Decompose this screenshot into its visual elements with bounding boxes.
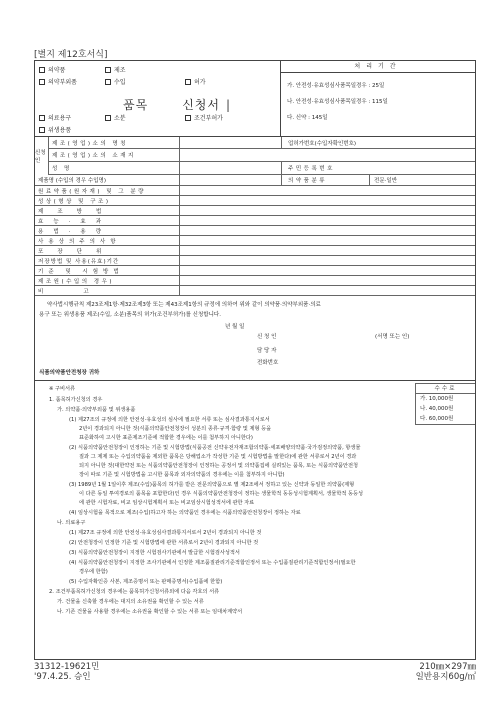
product-row: [35, 286, 475, 296]
field-label: 제조(영업)소의 소재지: [52, 153, 136, 159]
field-label: 주민등록번호: [288, 166, 335, 172]
processing-period-item: 나. 안전성·유효성심사품목일경우 : 115일: [287, 99, 388, 105]
field-label: 제조(영업)소의 명칭: [52, 140, 129, 147]
product-row: [35, 256, 475, 266]
field-label: 용법·용량: [38, 228, 112, 235]
field-label: 성 명: [52, 166, 72, 172]
processing-period-item: 다. 신약 : 145일: [287, 115, 328, 121]
checkbox-medical-device[interactable]: 의료용구: [39, 113, 71, 122]
fee-box: [415, 383, 475, 425]
checkbox-subdivision[interactable]: 소분: [105, 113, 126, 122]
checkbox-manufacture[interactable]: 제조: [105, 65, 126, 74]
checkbox-hygiene-product[interactable]: 위생용품: [39, 125, 71, 134]
field-label: 효능·효과: [38, 218, 112, 225]
checkbox-quasi-drug[interactable]: 의약부외품: [39, 77, 77, 86]
field-value: 전문·일반: [374, 178, 398, 184]
fee-item: 가. 10,000원: [420, 396, 454, 402]
processing-period-title: 처리기간: [281, 61, 475, 73]
field-label: 의약품분류: [288, 178, 328, 184]
doc-line: 경우에 한함): [79, 569, 108, 575]
field-label: 저장방법 및 사용(유효)기간: [38, 258, 120, 265]
product-row: [35, 216, 475, 226]
doc-line: (2) 안전청장이 인정한 기준 및 시험방법에 관한 서류로서 2년이 경과되지 아니한 것: [69, 540, 259, 546]
product-row: [35, 186, 475, 196]
doc-line: (4) 임상시험을 목적으로 제조(수입)하고자 하는 의약품인 경우에는 식품의약품안전청장이 정하는 자료: [69, 510, 301, 516]
checkbox-medicine[interactable]: 의약품: [39, 65, 65, 74]
doc-line: 가. 건물을 신축할 경우에는 대지의 소유권을 확인할 수 있는 서류: [57, 599, 204, 605]
product-row: [35, 226, 475, 236]
form-header: [35, 61, 475, 137]
processing-period-item: 가. 안전성·유효성심사품목일경우 : 25일: [287, 83, 385, 89]
checkbox-permit[interactable]: 허가: [185, 77, 206, 86]
form-label: [별지 제12호서식]: [34, 50, 108, 60]
fee-title: 수수료: [416, 384, 475, 394]
applicant-row: [49, 137, 475, 149]
field-label: 비고: [38, 288, 129, 295]
approval-date: '97.4.25. 승인: [34, 672, 91, 682]
doc-line: 이 다른 동일 투여경로의 품목을 포함한다)인 경우 식품의약품안전청장이 정하는 생물학적 동등성시험계획서, 생물학적 동등성: [79, 491, 364, 497]
doc-line: 표준화하여 고시한 표준제조기준에 적합한 경우에는 이를 첨부하지 아니한다): [79, 435, 253, 441]
field-label: 사용상의주의사항: [38, 238, 121, 245]
recipient: 식품의약품안전청장 귀하: [39, 370, 100, 376]
product-row: [35, 196, 475, 206]
field-label: 제조방법: [38, 208, 116, 215]
form-title: 품목 신청서 |: [123, 98, 232, 112]
application-form: [34, 60, 476, 660]
paper-type: 일반용지60g/㎡: [415, 672, 476, 682]
statement-line: 용구 또는 위생용품 제조(수입, 소분)품목의 허가(조건부허가)를 신청합니다.: [39, 312, 221, 318]
checkbox-import[interactable]: 수입: [105, 77, 126, 86]
processing-period: [281, 61, 475, 137]
product-row: [35, 236, 475, 246]
checkbox-conditional-permit[interactable]: 조건부허가: [185, 113, 223, 122]
paper-spec: [380, 662, 476, 682]
doc-line: 장이 따로 기준 및 시험방법을 고시한 품목과 외자의약품의 경우에는 이를 첨부하지 아니함): [79, 472, 285, 478]
product-row: [35, 276, 475, 286]
form-code: [34, 662, 99, 682]
manager-label: 담 당 자: [257, 348, 277, 354]
doc-line: 2년이 경과되지 아니한 것(식품의약품안전청장이 성분의 종류·규격·함량 및 제형 등을: [79, 426, 272, 432]
doc-line: 1. 품목허가신청의 경우: [49, 397, 103, 403]
applicant-row: [49, 162, 475, 175]
field-label: 제품명 (수입의 경우 수입명): [38, 178, 106, 184]
applicant-label: 신청인: [35, 137, 49, 175]
form-number: 31312-19621민: [34, 662, 100, 672]
paper-size: 210㎜×297㎜: [419, 662, 476, 672]
field-label: 업허가번호(수입자확인번호): [288, 140, 357, 147]
doc-line: 에 관한 시험자료, 비교 임상시험계획서 또는 비교임상시험성적서에 관한 자료: [79, 500, 255, 506]
doc-line: (2) 식품의약품안전청장이 인정하는 기준 및 시험방법(식품공전 신약유전자재조합의약품·세포배양의약품·국가검정의약품, 항생물: [69, 445, 361, 451]
applicant-name-label: 신 청 인: [257, 334, 277, 340]
doc-line: (3) 1989년 1월 1일이후 제조(수입)품목의 허가를 받은 전문의약품으로 별 제2조에서 정하고 있는 신약과 동일한 의약품(제형: [69, 482, 355, 488]
product-row: [35, 266, 475, 276]
product-name-row: [35, 175, 475, 186]
field-label: 원료약품(원자재) 및 그 분량: [38, 188, 146, 195]
fee-item: 나. 40,000원: [420, 406, 454, 412]
doc-line: 나. 의료용구: [57, 520, 86, 526]
doc-line: 2. 조건부품목허가신청의 경우에는 품목허가신청서류외에 다음 각호의 서류: [49, 589, 220, 595]
doc-line: 나. 기존 건물을 사용할 경우에는 소유권을 확인할 수 있는 서류 또는 임대차계약서: [57, 609, 243, 615]
doc-line: 질과 그 제제 또는 수입의약품을 제외한 품목은 당해업소가 작성한 기준 및 시험방법을 말한다)에 관한 서류로서 2년이 경과: [79, 454, 357, 460]
field-label: 제조원(수입의 경우): [38, 278, 115, 285]
applicant-row: [49, 149, 475, 162]
field-label: 성상(형상 및 구조): [38, 198, 111, 205]
field-label: 포장단위: [38, 248, 116, 255]
application-date: 년 월 일: [225, 324, 245, 330]
field-label: 기준 및 시험방법: [38, 268, 124, 275]
signature-label: (서명 또는 인): [375, 334, 410, 340]
phone-label: 전화번호: [257, 360, 279, 366]
doc-line: (3) 식품의약품안전청장이 지정한 시험검사기관에서 발급한 시험검사성적서: [69, 550, 240, 556]
fee-item: 다. 60,000원: [420, 416, 454, 422]
documents-heading: ※ 구비서류: [49, 386, 76, 392]
doc-line: (5) 수입자확인증 사본, 제조증명서 또는 판매증명서(수입품에 한함): [69, 579, 223, 585]
doc-line: (1) 제27조 규정에 의한 안전성·유효성심사결과통지서로서 2년이 경과되지 아니한 것: [69, 530, 262, 536]
product-row: [35, 246, 475, 256]
doc-line: (4) 식품의약품안전청장이 지정한 조사기관에서 인정한 제조품질관리기준적합인정서 또는 수입품질관리기준적합인정서(필요한: [69, 560, 356, 566]
doc-line: 되지 아니한 것(대한약전 또는 식품의약품안전청장이 인정하는 공정서 및 의약품집에 실려있는 품목, 또는 식품의약품안전청: [79, 463, 359, 469]
doc-line: 가. 의약품·의약부외품 및 위생용품: [57, 407, 136, 413]
doc-line: (1) 제27조의 규정에 의한 안전성·유효성의 심사에 필요한 서류 또는 심사결과통지서로서: [69, 417, 270, 423]
statement-line: 약사법시행규칙 제23조제1항·제32조제3항 또는 제43조제1항의 규정에 의하여 위와 같이 의약품·의약부외품·의료: [47, 302, 321, 308]
category-checkboxes: [35, 61, 281, 137]
product-row: [35, 206, 475, 216]
